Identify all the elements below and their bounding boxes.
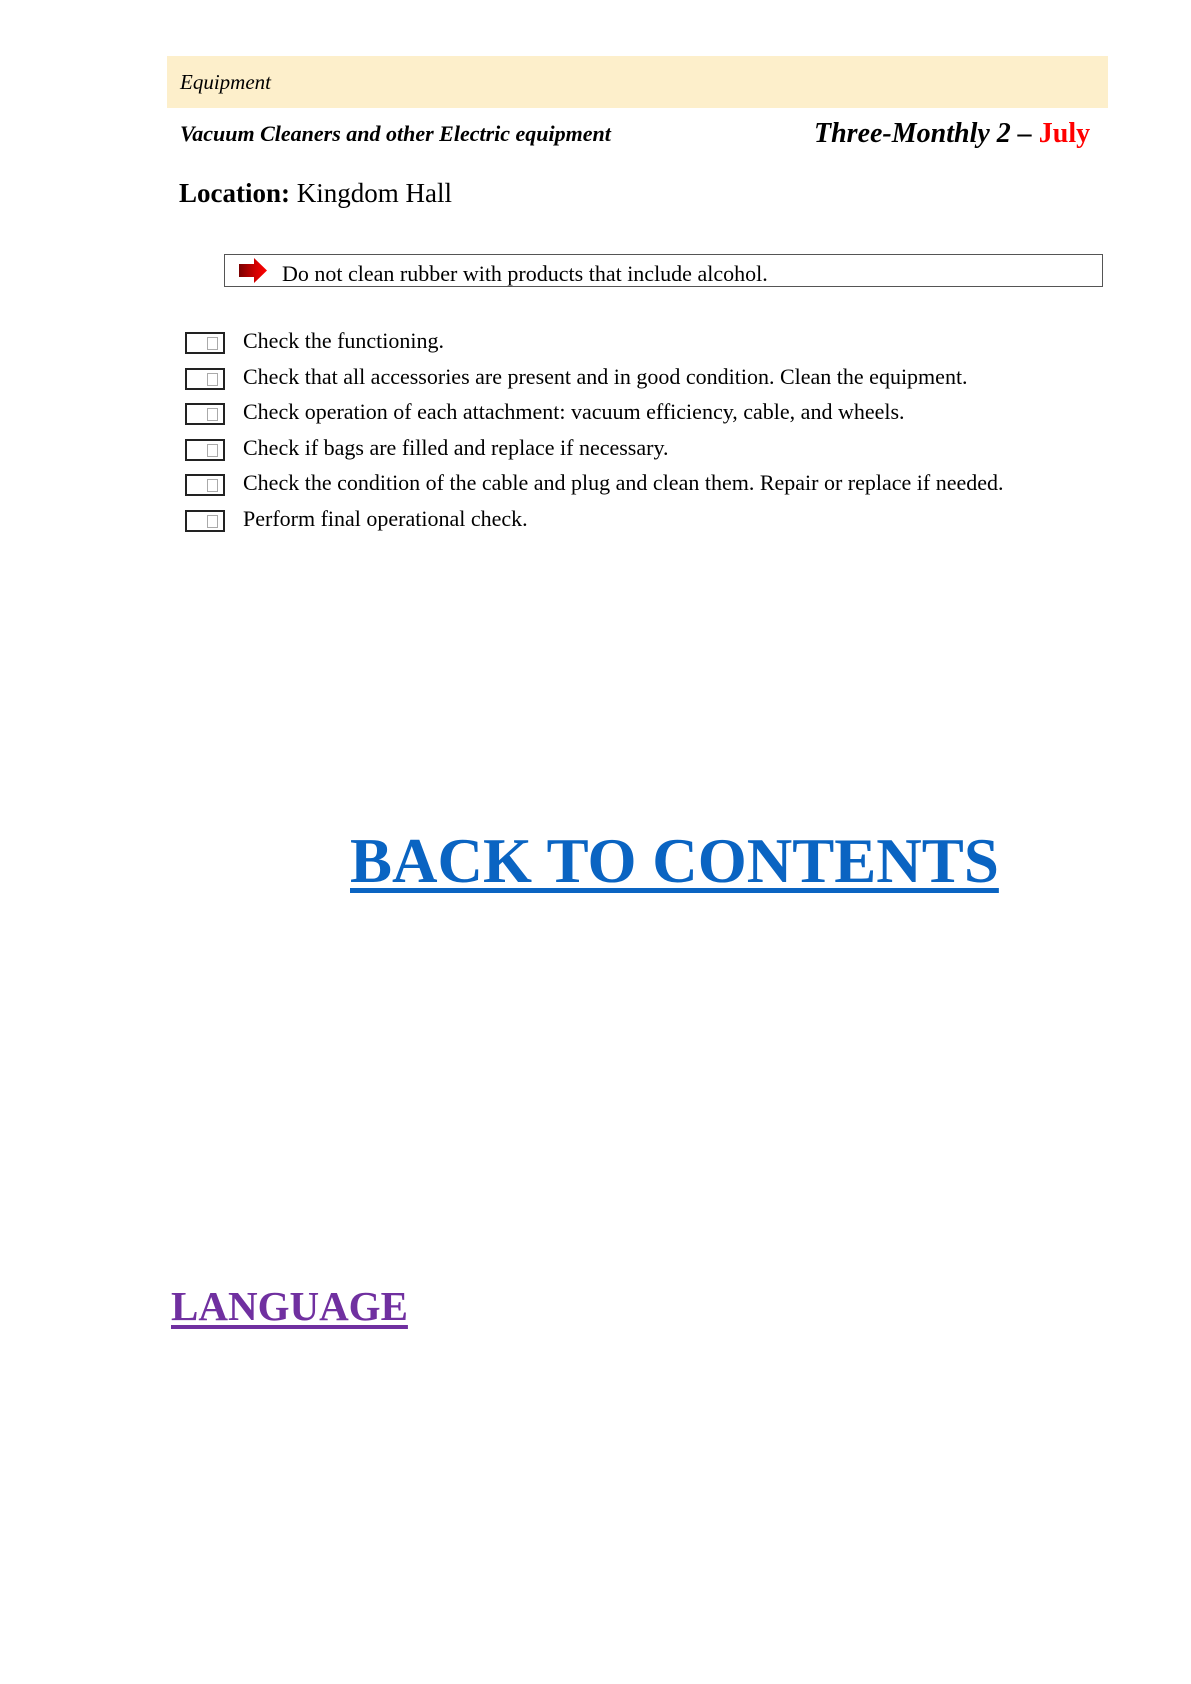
checklist-item-label: Check the condition of the cable and plug and clean them. Repair or replace if needed. <box>243 470 1004 496</box>
warning-note-text: Do not clean rubber with products that include alcohol. <box>282 261 768 286</box>
frequency-prefix: Three-Monthly 2 – <box>814 118 1039 149</box>
frequency-heading <box>814 118 1090 150</box>
warning-note <box>224 254 1103 287</box>
checklist-item-label: Perform final operational check. <box>243 505 528 531</box>
back-to-contents-link[interactable]: BACK TO CONTENTS <box>350 826 999 896</box>
checkbox-glyph-icon <box>207 479 218 492</box>
checklist-checkbox[interactable] <box>185 332 225 354</box>
red-arrow-right-icon <box>238 258 268 283</box>
checklist-item-label: Check the functioning. <box>243 328 445 353</box>
checklist-checkbox[interactable] <box>185 439 225 461</box>
checkbox-glyph-icon <box>207 408 218 421</box>
checklist-item <box>185 398 1105 434</box>
checkbox-glyph-icon <box>207 515 218 528</box>
location-value: Kingdom Hall <box>290 178 452 208</box>
checklist-item <box>185 434 1105 470</box>
checkbox-glyph-icon <box>207 337 218 350</box>
checklist-checkbox[interactable] <box>185 510 225 532</box>
checklist-checkbox[interactable] <box>185 403 225 425</box>
checkbox-glyph-icon <box>207 444 218 457</box>
frequency-month: July <box>1038 118 1091 149</box>
maintenance-checklist <box>185 327 1105 541</box>
checklist-checkbox[interactable] <box>185 474 225 496</box>
location-label: Location: <box>179 178 290 208</box>
location-line <box>179 177 452 209</box>
checklist-item <box>185 505 1105 541</box>
category-title: Equipment <box>180 70 271 94</box>
checklist-item-label: Check that all accessories are present and in good condition. Clean the equipment. <box>243 363 968 389</box>
checklist-item-label: Check operation of each attachment: vacuum efficiency, cable, and wheels. <box>243 399 905 425</box>
checklist-item <box>185 327 1105 363</box>
checklist-item <box>185 469 1105 505</box>
checklist-checkbox[interactable] <box>185 368 225 390</box>
category-banner <box>167 56 1108 108</box>
checklist-item <box>185 363 1105 399</box>
checklist-item-label: Check if bags are filled and replace if necessary. <box>243 434 669 460</box>
checkbox-glyph-icon <box>207 373 218 386</box>
language-link[interactable]: LANGUAGE <box>171 1283 408 1329</box>
equipment-subtitle: Vacuum Cleaners and other Electric equipment <box>180 121 611 146</box>
